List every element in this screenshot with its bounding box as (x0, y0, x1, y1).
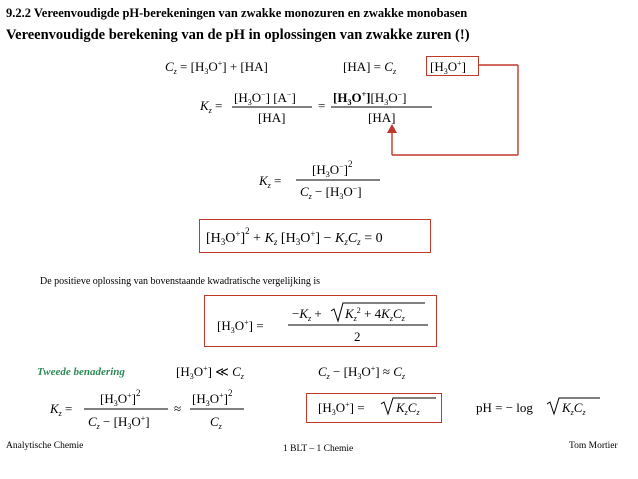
footer-right: Tom Mortier (569, 441, 618, 451)
eq3-lhs: $K_z$ = (259, 173, 282, 190)
eq5-radicand: $K_z^2 + 4K_zC_z$ (345, 306, 405, 323)
eq6-approx: ≈ (174, 401, 182, 416)
eq6-num1: $[H_3O^+]^2$ (100, 388, 141, 408)
eq6-den2: $C_z$ (210, 414, 222, 431)
eq2-lhs: $K_z$ = (200, 98, 223, 115)
eq6-den1: $C_z - [H_3O^+]$ (88, 414, 150, 431)
footer-center: 1 BLT – 1 Chemie (283, 444, 354, 454)
eq1-right: $[HA] = C_z$ (343, 59, 397, 76)
eq1-left: $C_z = [H_3O^+] + [HA]$ (165, 59, 268, 76)
eq6-lhs: $K_z$ = (50, 401, 73, 418)
eq8-text: pH = − log (476, 400, 533, 415)
eq2-den1: [HA] (258, 110, 286, 125)
eq2-equals: = (318, 98, 326, 113)
eq5-lhs: $[H_3O^+]$ = (217, 318, 264, 335)
arrow-head (387, 124, 397, 133)
eq5-num: $-K_z$ + (292, 306, 322, 323)
second-approximation-label: Tweede benadering (37, 366, 125, 378)
eq8-radicand: $K_zC_z$ (562, 400, 586, 417)
eq5-den: 2 (354, 329, 361, 344)
red-arrow (392, 65, 518, 155)
eq3-den: $C_z - [H_3O^-]$ (300, 184, 362, 201)
eq7-radicand: $K_zC_z$ (396, 400, 420, 417)
positive-solution-text: De positieve oplossing van bovenstaande kwadratische vergelijking is (40, 276, 321, 287)
footer-left: Analytische Chemie (6, 441, 84, 451)
section-heading: 9.2.2 Vereenvoudigde pH-berekeningen van zwakke monozuren en zwakke monobasen (6, 6, 468, 20)
eq6-num2: $[H_3O^+]^2$ (192, 388, 233, 408)
eq1-boxed: $[H_3O^+]$ (430, 59, 466, 76)
eq2-num2: $[H_3O^+][H_3O^-]$ (333, 90, 407, 107)
eq2-den2: [HA] (368, 110, 396, 125)
eq2-num1: $[H_3O^-]$ [A−] (234, 90, 296, 107)
approx1: $[H_3O^+]$ ≪ $C_z$ (176, 364, 244, 381)
eq4-text: $[H_3O^+]^2 + K_z$ $[H_3O^+] - K_zC_z = 0$ (206, 226, 383, 247)
approx2: $C_z - [H_3O^+] \approx C_z$ (318, 364, 406, 381)
section-subheading: Vereenvoudigde berekening van de pH in oplossingen van zwakke zuren (!) (6, 27, 470, 43)
eq7-text: $[H_3O^+]$ = (318, 400, 365, 417)
eq3-num: $[H_3O^-]^2$ (312, 159, 353, 179)
